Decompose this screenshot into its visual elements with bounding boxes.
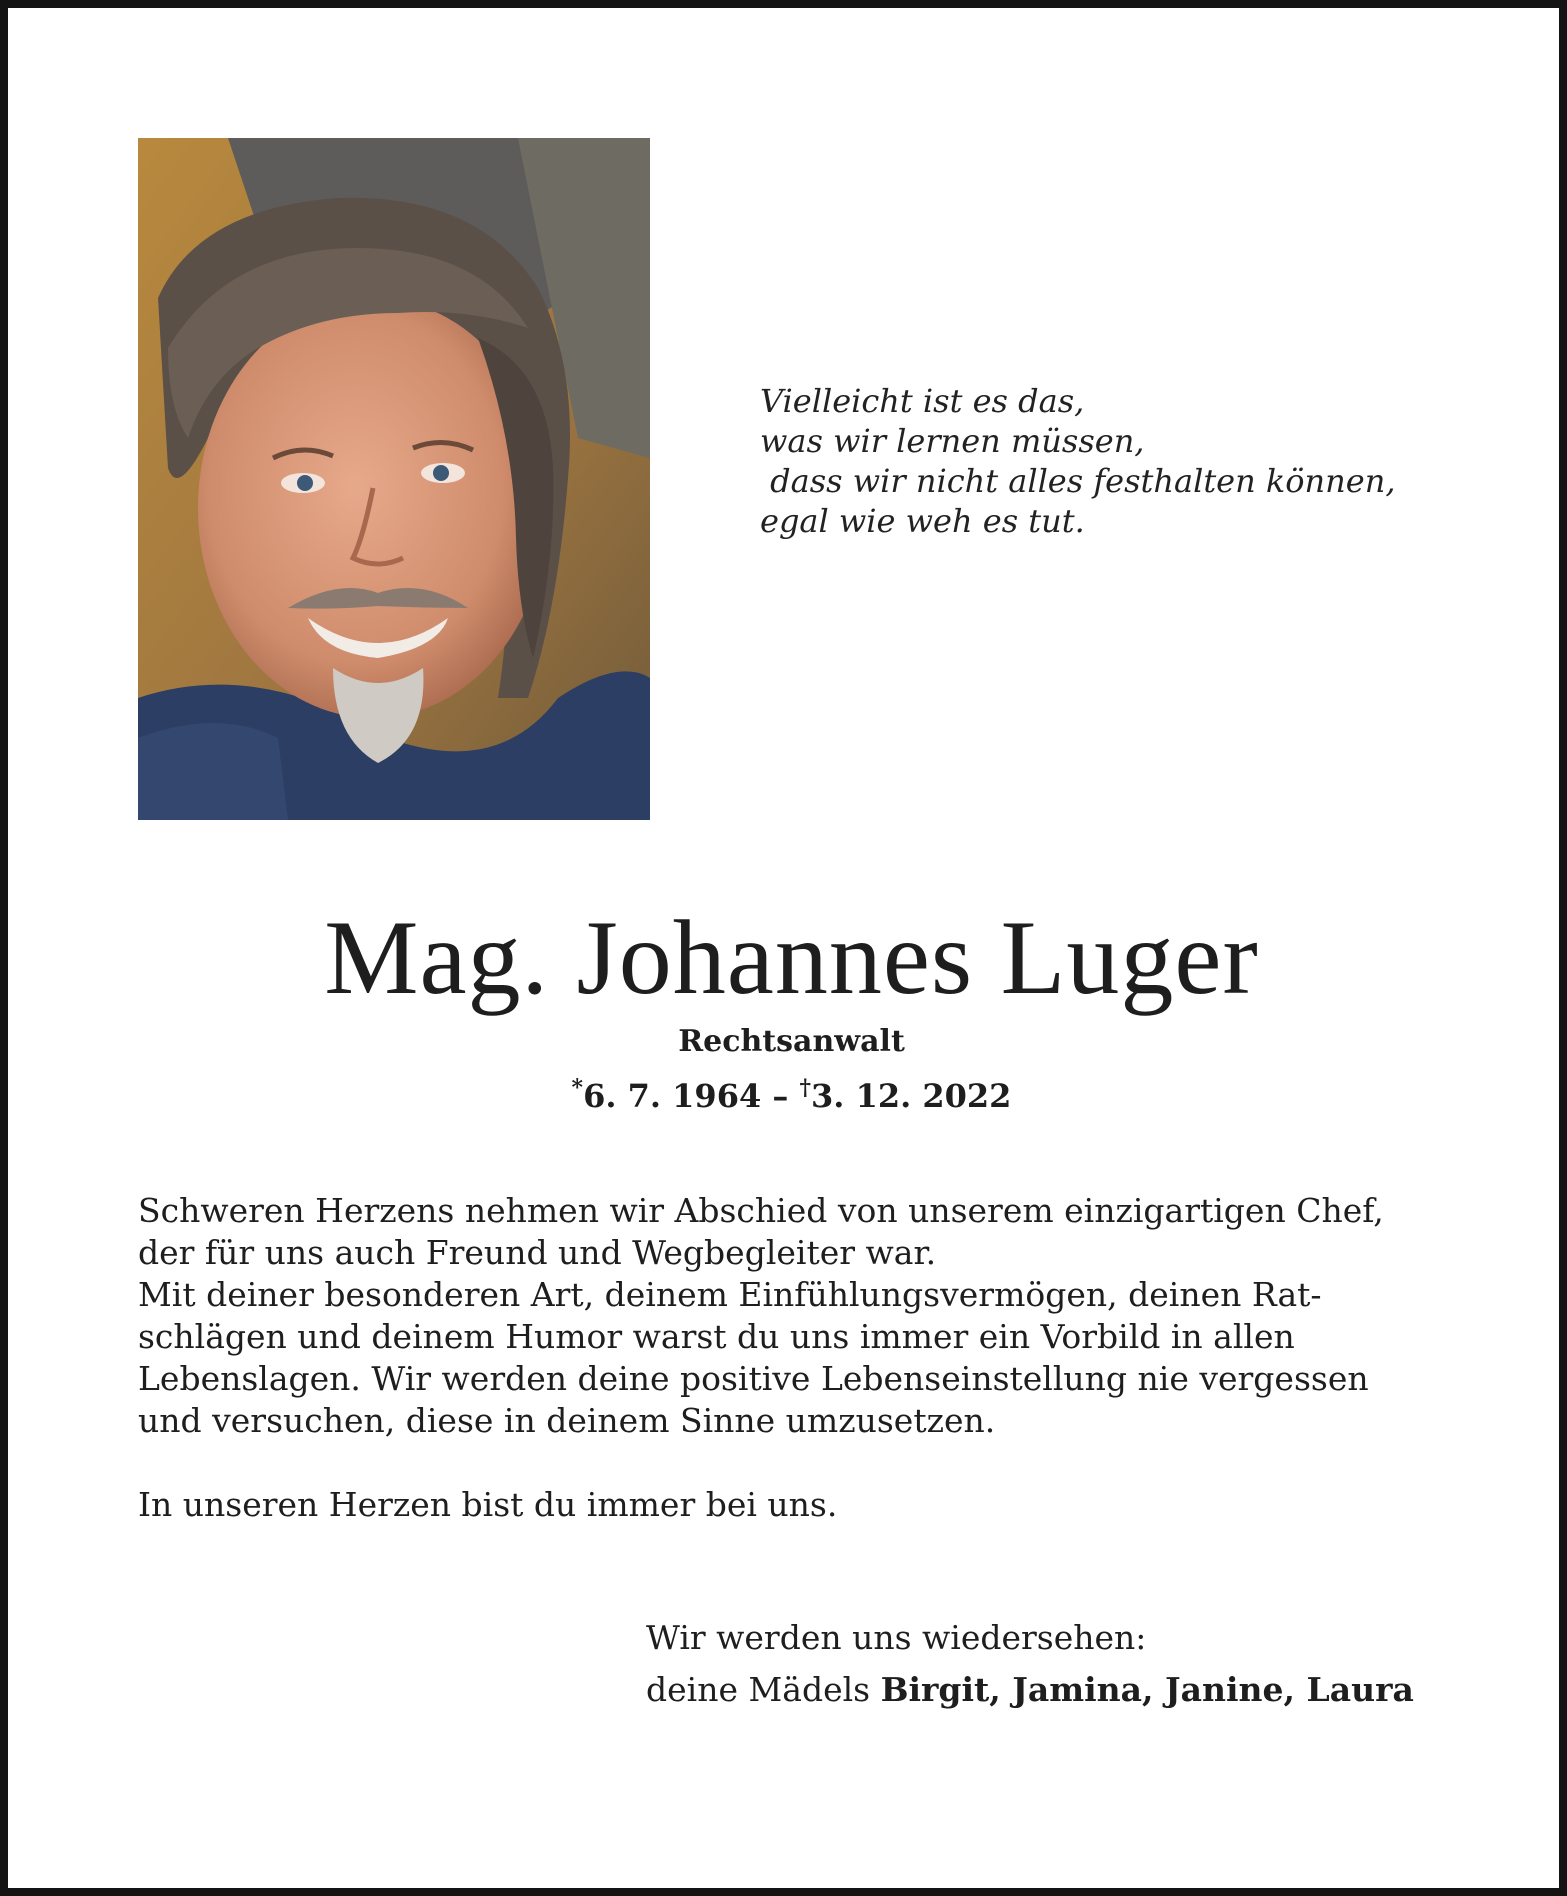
date-separator: – xyxy=(761,1077,800,1115)
death-date: 3. 12. 2022 xyxy=(811,1077,1012,1115)
signature-names: Birgit, Jamina, Janine, Laura xyxy=(880,1670,1414,1709)
paragraph-spacer xyxy=(138,1442,1445,1484)
message-line: Lebenslagen. Wir werden deine positive Lebenseinstellung nie vergessen xyxy=(138,1359,1369,1398)
message-line: Mit deiner besonderen Art, deinem Einfühlungsvermögen, deinen Rat- xyxy=(138,1275,1322,1314)
memorial-quote xyxy=(760,381,1420,541)
signature-intro: Wir werden uns wiedersehen: xyxy=(646,1618,1147,1657)
signature-line xyxy=(646,1664,1446,1716)
message-line: Schweren Herzens nehmen wir Abschied von unserem einzigartigen Chef, xyxy=(138,1191,1384,1230)
message-line: der für uns auch Freund und Wegbegleiter war. xyxy=(138,1233,937,1272)
message-closing-line: In unseren Herzen bist du immer bei uns. xyxy=(138,1485,838,1524)
death-symbol: † xyxy=(799,1075,812,1101)
quote-line: was wir lernen müssen, xyxy=(760,422,1145,460)
quote-line: Vielleicht ist es das, xyxy=(760,382,1085,420)
message-line: schlägen und deinem Humor warst du uns immer ein Vorbild in allen xyxy=(138,1317,1295,1356)
farewell-message xyxy=(138,1190,1445,1526)
birth-symbol: * xyxy=(571,1075,584,1101)
signature-block xyxy=(646,1612,1446,1716)
portrait-photo xyxy=(138,138,650,820)
quote-line: egal wie weh es tut. xyxy=(760,502,1085,540)
birth-date: 6. 7. 1964 xyxy=(583,1077,762,1115)
life-dates xyxy=(8,1066,1567,1118)
deceased-profession: Rechtsanwalt xyxy=(678,1024,905,1059)
signature-prefix: deine Mädels xyxy=(646,1670,881,1709)
deceased-name: Mag. Johannes Luger xyxy=(324,899,1259,1016)
portrait-illustration xyxy=(138,138,650,820)
message-line: und versuchen, diese in deinem Sinne umzusetzen. xyxy=(138,1401,996,1440)
quote-line: dass wir nicht alles festhalten können, xyxy=(760,462,1396,500)
